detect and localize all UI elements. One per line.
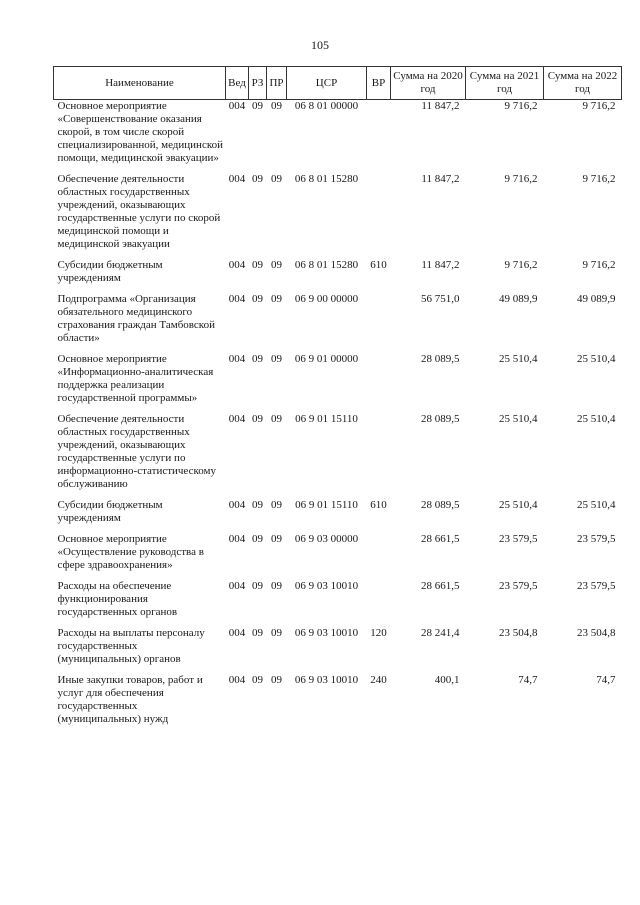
cell-rz: 09 bbox=[252, 627, 263, 639]
cell-vr: 240 bbox=[370, 674, 387, 686]
cell-vr: 610 bbox=[370, 499, 387, 511]
cell-ved: 004 bbox=[228, 413, 246, 425]
cell-rz: 09 bbox=[252, 100, 263, 112]
cell-ved: 004 bbox=[228, 499, 246, 511]
table-row bbox=[54, 173, 622, 259]
cell-sum-2020: 28 089,5 bbox=[421, 499, 460, 511]
cell-sum-2020: 11 847,2 bbox=[421, 173, 460, 185]
cell-sum-2020: 400,1 bbox=[434, 674, 460, 686]
cell-csr: 06 9 01 15110 bbox=[295, 413, 358, 425]
cell-sum-2022: 9 716,2 bbox=[582, 100, 616, 112]
cell-name: Расходы на обеспечение функционирования государственных органов bbox=[57, 580, 178, 618]
cell-sum-2022: 23 579,5 bbox=[577, 533, 616, 545]
cell-pr: 09 bbox=[271, 353, 282, 365]
table-header bbox=[54, 67, 622, 100]
cell-ved: 004 bbox=[228, 353, 246, 365]
cell-pr: 09 bbox=[271, 293, 282, 305]
table-row bbox=[54, 353, 622, 413]
cell-sum-2020: 28 241,4 bbox=[421, 627, 460, 639]
cell-name: Субсидии бюджетным учреждениям bbox=[57, 259, 163, 284]
cell-vr bbox=[367, 580, 391, 627]
cell-sum-2022: 23 579,5 bbox=[577, 580, 616, 592]
cell-sum-2022: 74,7 bbox=[596, 674, 616, 686]
table-row bbox=[54, 627, 622, 674]
cell-sum-2020: 28 661,5 bbox=[421, 580, 460, 592]
cell-ved: 004 bbox=[228, 173, 246, 185]
cell-sum-2022: 9 716,2 bbox=[582, 259, 616, 271]
cell-pr: 09 bbox=[271, 627, 282, 639]
cell-vr bbox=[367, 413, 391, 499]
cell-csr: 06 8 01 15280 bbox=[294, 259, 359, 271]
header-sum-2020: Сумма на 2020 год bbox=[391, 67, 466, 100]
cell-sum-2020: 11 847,2 bbox=[421, 259, 460, 271]
cell-sum-2022: 25 510,4 bbox=[577, 413, 616, 425]
cell-sum-2021: 23 579,5 bbox=[499, 580, 538, 592]
cell-csr: 06 9 01 00000 bbox=[294, 353, 359, 365]
cell-rz: 09 bbox=[252, 580, 263, 592]
table-row bbox=[54, 100, 622, 174]
cell-sum-2022: 9 716,2 bbox=[582, 173, 616, 185]
cell-ved: 004 bbox=[228, 674, 246, 686]
cell-vr bbox=[367, 293, 391, 353]
cell-csr: 06 8 01 00000 bbox=[294, 100, 359, 112]
cell-pr: 09 bbox=[271, 173, 282, 185]
cell-pr: 09 bbox=[271, 259, 282, 271]
header-rz: РЗ bbox=[249, 67, 267, 100]
cell-pr: 09 bbox=[271, 100, 282, 112]
cell-sum-2021: 49 089,9 bbox=[499, 293, 538, 305]
cell-name: Обеспечение деятельности областных государственных учреждений, оказывающих государственные услуги по скорой медицинской помощи и медицинской эвакуации bbox=[57, 173, 221, 250]
header-ved: Вед bbox=[226, 67, 249, 100]
table-row bbox=[54, 259, 622, 293]
cell-sum-2020: 28 089,5 bbox=[421, 353, 460, 365]
cell-vr: 610 bbox=[370, 259, 387, 271]
table-row bbox=[54, 533, 622, 580]
cell-name: Основное мероприятие «Информационно-аналитическая поддержка реализации государственной программы» bbox=[57, 353, 214, 404]
cell-csr: 06 9 03 10010 bbox=[294, 674, 359, 686]
cell-ved: 004 bbox=[228, 293, 246, 305]
table-row bbox=[54, 293, 622, 353]
budget-table bbox=[53, 66, 622, 734]
page-number: 105 bbox=[311, 38, 329, 52]
cell-rz: 09 bbox=[252, 259, 263, 271]
cell-vr bbox=[367, 100, 391, 174]
cell-sum-2022: 23 504,8 bbox=[577, 627, 616, 639]
cell-name: Иные закупки товаров, работ и услуг для обеспечения государственных (муниципальных) нужд bbox=[57, 674, 203, 725]
cell-sum-2021: 25 510,4 bbox=[499, 353, 538, 365]
cell-pr: 09 bbox=[271, 533, 282, 545]
cell-ved: 004 bbox=[228, 580, 246, 592]
cell-sum-2020: 28 661,5 bbox=[421, 533, 460, 545]
cell-vr: 120 bbox=[370, 627, 387, 639]
header-sum-2022: Сумма на 2022 год bbox=[544, 67, 622, 100]
table-row bbox=[54, 413, 622, 499]
cell-vr bbox=[367, 533, 391, 580]
cell-name: Подпрограмма «Организация обязательного медицинского страхования граждан Тамбовской области» bbox=[57, 293, 215, 344]
table-row bbox=[54, 580, 622, 627]
header-pr: ПР bbox=[267, 67, 287, 100]
cell-csr: 06 9 01 15110 bbox=[295, 499, 358, 511]
cell-csr: 06 8 01 15280 bbox=[294, 173, 359, 185]
cell-rz: 09 bbox=[252, 293, 263, 305]
cell-rz: 09 bbox=[252, 674, 263, 686]
cell-sum-2022: 25 510,4 bbox=[577, 499, 616, 511]
cell-csr: 06 9 03 10010 bbox=[294, 580, 359, 592]
cell-sum-2021: 23 579,5 bbox=[499, 533, 538, 545]
cell-sum-2021: 23 504,8 bbox=[499, 627, 538, 639]
cell-vr bbox=[367, 353, 391, 413]
cell-name: Расходы на выплаты персоналу государственных (муниципальных) органов bbox=[57, 627, 205, 665]
cell-sum-2022: 25 510,4 bbox=[577, 353, 616, 365]
cell-name: Субсидии бюджетным учреждениям bbox=[57, 499, 163, 524]
cell-sum-2021: 9 716,2 bbox=[504, 100, 538, 112]
cell-name: Основное мероприятие «Осуществление руководства в сфере здравоохранения» bbox=[57, 533, 204, 571]
table-row bbox=[54, 674, 622, 734]
cell-csr: 06 9 03 10010 bbox=[294, 627, 359, 639]
cell-name: Обеспечение деятельности областных государственных учреждений, оказывающих государственные услуги по информационно-статистическому обслуживанию bbox=[57, 413, 217, 490]
cell-sum-2020: 56 751,0 bbox=[421, 293, 460, 305]
table-body bbox=[54, 100, 622, 735]
cell-sum-2022: 49 089,9 bbox=[577, 293, 616, 305]
cell-pr: 09 bbox=[271, 674, 282, 686]
cell-sum-2020: 11 847,2 bbox=[421, 100, 460, 112]
cell-csr: 06 9 03 00000 bbox=[294, 533, 359, 545]
cell-sum-2021: 9 716,2 bbox=[504, 259, 538, 271]
cell-ved: 004 bbox=[228, 533, 246, 545]
header-csr: ЦСР bbox=[287, 67, 367, 100]
cell-rz: 09 bbox=[252, 413, 263, 425]
cell-sum-2021: 25 510,4 bbox=[499, 499, 538, 511]
cell-sum-2020: 28 089,5 bbox=[421, 413, 460, 425]
cell-pr: 09 bbox=[271, 499, 282, 511]
header-vr: ВР bbox=[367, 67, 391, 100]
header-name: Наименование bbox=[54, 67, 226, 100]
cell-rz: 09 bbox=[252, 173, 263, 185]
cell-sum-2021: 9 716,2 bbox=[504, 173, 538, 185]
header-sum-2021: Сумма на 2021 год bbox=[466, 67, 544, 100]
cell-rz: 09 bbox=[252, 499, 263, 511]
cell-pr: 09 bbox=[271, 413, 282, 425]
cell-csr: 06 9 00 00000 bbox=[294, 293, 359, 305]
cell-rz: 09 bbox=[252, 353, 263, 365]
cell-ved: 004 bbox=[228, 100, 246, 112]
cell-pr: 09 bbox=[271, 580, 282, 592]
cell-ved: 004 bbox=[228, 627, 246, 639]
cell-sum-2021: 74,7 bbox=[518, 674, 538, 686]
cell-vr bbox=[367, 173, 391, 259]
cell-ved: 004 bbox=[228, 259, 246, 271]
cell-name: Основное мероприятие «Совершенствование оказания скорой, в том числе скорой специализированной, медицинской помощи, медицинской эвакуации» bbox=[57, 100, 223, 164]
cell-sum-2021: 25 510,4 bbox=[499, 413, 538, 425]
table-row bbox=[54, 499, 622, 533]
cell-rz: 09 bbox=[252, 533, 263, 545]
